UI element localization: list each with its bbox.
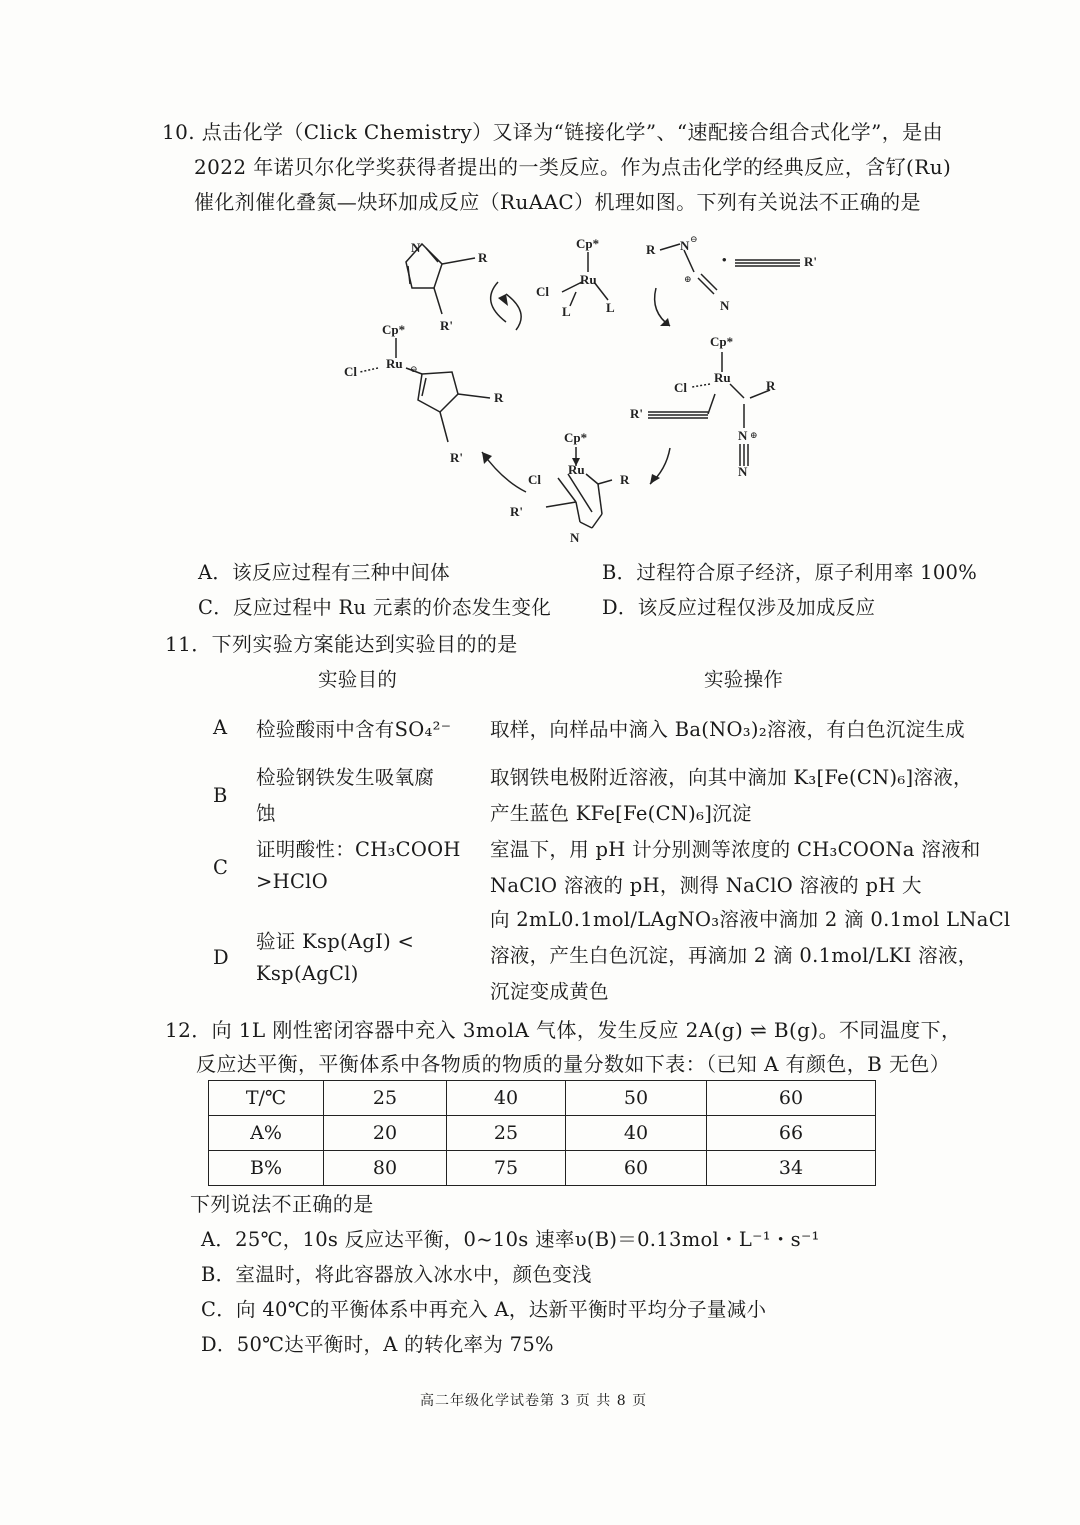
q12-option-b: B．室温时，将此容器放入冰水中，颜色变浅 — [201, 1263, 592, 1286]
q12-line2: 反应达平衡，平衡体系中各物质的物质的量分数如下表：（已知 A 有颜色，B 无色） — [196, 1052, 951, 1076]
dia-ru-top: Ru — [580, 272, 597, 287]
dia-n-azide: N — [680, 238, 690, 253]
dia-n-bottom: N — [570, 530, 580, 545]
dia-rp-alkyne: R' — [804, 254, 817, 269]
q11-row-c-operation-2: NaClO 溶液的 pH，测得 NaClO 溶液的 pH 大 — [490, 874, 922, 897]
q12-option-c: C．向 40℃的平衡体系中再充入 A，达新平衡时平均分子量减小 — [201, 1298, 767, 1321]
table-cell: 60 — [707, 1081, 876, 1116]
dia-rp-left: R' — [450, 450, 463, 465]
table-cell: 25 — [324, 1081, 447, 1116]
table-cell: 40 — [566, 1116, 707, 1151]
dia-l1: L — [562, 304, 571, 319]
dia-r1: R — [478, 250, 488, 265]
q11-header-operation: 实验操作 — [704, 668, 784, 691]
dia-n-right: N — [738, 428, 748, 443]
table-cell: 40 — [447, 1081, 566, 1116]
q11-row-d-purpose-1: 验证 Ksp(AgI) < — [256, 930, 415, 953]
dia-cl-left: Cl — [344, 364, 357, 379]
dia-cp-left: Cp* — [382, 322, 406, 337]
q11-row-b-purpose-1: 检验钢铁发生吸氧腐 — [256, 766, 435, 789]
table-cell: 60 — [566, 1151, 707, 1186]
table-cell: 75 — [447, 1151, 566, 1186]
dia-l2: L — [606, 300, 615, 315]
table-cell: 34 — [707, 1151, 876, 1186]
q10-option-a: A．该反应过程有三种中间体 — [198, 561, 450, 584]
dia-n1: N — [411, 240, 421, 255]
table-cell: 50 — [566, 1081, 707, 1116]
q12-line1: 12．向 1L 刚性密闭容器中充入 3molA 气体，发生反应 2A(g) ⇌ B(g)。不同温度下， — [165, 1018, 962, 1042]
q12-stem2: 下列说法不正确的是 — [190, 1192, 374, 1216]
dia-r-azide: R — [646, 242, 656, 257]
table-row — [209, 1116, 876, 1151]
q10-line1: 10. 点击化学（Click Chemistry）又译为“链接化学”、“速配接合组合式化学”，是由 — [162, 120, 943, 144]
dia-dot: • — [722, 252, 727, 267]
dia-cp-top: Cp* — [576, 236, 600, 251]
q10-option-c: C．反应过程中 Ru 元素的价态发生变化 — [198, 596, 552, 619]
table-cell: T/℃ — [209, 1081, 324, 1116]
page-footer: 高二年级化学试卷第 3 页 共 8 页 — [420, 1393, 648, 1409]
q11-row-a-purpose: 检验酸雨中含有SO₄²⁻ — [256, 718, 452, 741]
dia-minus: ⊖ — [690, 234, 698, 244]
q10-line3: 催化剂催化叠氮—炔环加成反应（RuAAC）机理如图。下列有关说法不正确的是 — [194, 190, 921, 214]
q11-row-c-purpose-1: 证明酸性：CH₃COOH — [256, 838, 461, 861]
q11-row-d-purpose-2: Ksp(AgCl) — [256, 962, 359, 985]
q11-row-d-label: D — [213, 946, 229, 969]
table-cell: A% — [209, 1116, 324, 1151]
dia-ru-bottom: Ru — [568, 462, 585, 477]
dia-r-left: R — [494, 390, 504, 405]
dia-r-bottom: R — [620, 472, 630, 487]
dia-plus: ⊕ — [684, 274, 692, 284]
q11-row-d-operation-2: 溶液，产生白色沉淀，再滴加 2 滴 0.1mol/LKI 溶液， — [490, 944, 978, 967]
dia-ru-left: Ru — [386, 356, 403, 371]
dia-ru-right: Ru — [714, 370, 731, 385]
dia-r-right: R — [766, 378, 776, 393]
q10-line2: 2022 年诺贝尔化学奖获得者提出的一类反应。作为点击化学的经典反应，含钌(Ru) — [194, 155, 952, 179]
q10-option-d: D．该反应过程仅涉及加成反应 — [602, 596, 876, 619]
table-cell: B% — [209, 1151, 324, 1186]
q11-row-b-operation-2: 产生蓝色 KFe[Fe(CN)₆]沉淀 — [490, 802, 752, 825]
q12-option-d: D．50℃达平衡时，A 的转化率为 75% — [201, 1333, 554, 1356]
dia-cp-right: Cp* — [710, 334, 734, 349]
q11-stem: 11．下列实验方案能达到实验目的的是 — [165, 632, 518, 656]
q11-row-b-label: B — [213, 784, 228, 807]
q11-row-b-operation-1: 取钢铁电极附近溶液，向其中滴加 K₃[Fe(CN)₆]溶液， — [490, 766, 973, 789]
q11-row-a-operation: 取样，向样品中滴入 Ba(NO₃)₂溶液，有白色沉淀生成 — [490, 718, 965, 741]
table-row — [209, 1081, 876, 1116]
table-row — [209, 1151, 876, 1186]
dia-rp-bottom: R' — [510, 504, 523, 519]
table-cell: 80 — [324, 1151, 447, 1186]
q12-option-a: A．25℃，10s 反应达平衡，0~10s 速率υ(B)＝0.13mol・L⁻¹・s⁻¹ — [201, 1228, 820, 1251]
q11-row-d-operation-3: 沉淀变成黄色 — [490, 980, 609, 1003]
q11-row-c-operation-1: 室温下，用 pH 计分别测等浓度的 CH₃COONa 溶液和 — [490, 838, 981, 861]
dia-cp-bottom: Cp* — [564, 430, 588, 445]
dia-cl-bottom: Cl — [528, 472, 541, 487]
ruaac-mechanism-diagram — [330, 222, 850, 552]
q11-header-purpose: 实验目的 — [318, 668, 398, 691]
dia-rp-right: R' — [630, 406, 643, 421]
q11-row-c-label: C — [213, 856, 229, 879]
q12-data-table — [208, 1080, 876, 1186]
q11-row-b-purpose-2: 蚀 — [256, 802, 276, 825]
q11-row-d-operation-1: 向 2mL0.1mol/LAgNO₃溶液中滴加 2 滴 0.1mol LNaCl — [490, 908, 1011, 931]
q11-row-c-purpose-2: >HClO — [256, 870, 328, 893]
dia-n-right2: N — [738, 464, 748, 479]
q11-row-a-label: A — [213, 716, 228, 739]
table-cell: 66 — [707, 1116, 876, 1151]
dia-rp1: R' — [440, 318, 453, 333]
dia-plus-right: ⊕ — [750, 430, 758, 440]
table-cell: 20 — [324, 1116, 447, 1151]
table-cell: 25 — [447, 1116, 566, 1151]
dia-n-azide2: N — [720, 298, 730, 313]
dia-minus-left: ⊖ — [410, 364, 418, 374]
dia-cl-right: Cl — [674, 380, 687, 395]
dia-cl-top: Cl — [536, 284, 549, 299]
q10-option-b: B．过程符合原子经济，原子利用率 100% — [602, 561, 978, 584]
